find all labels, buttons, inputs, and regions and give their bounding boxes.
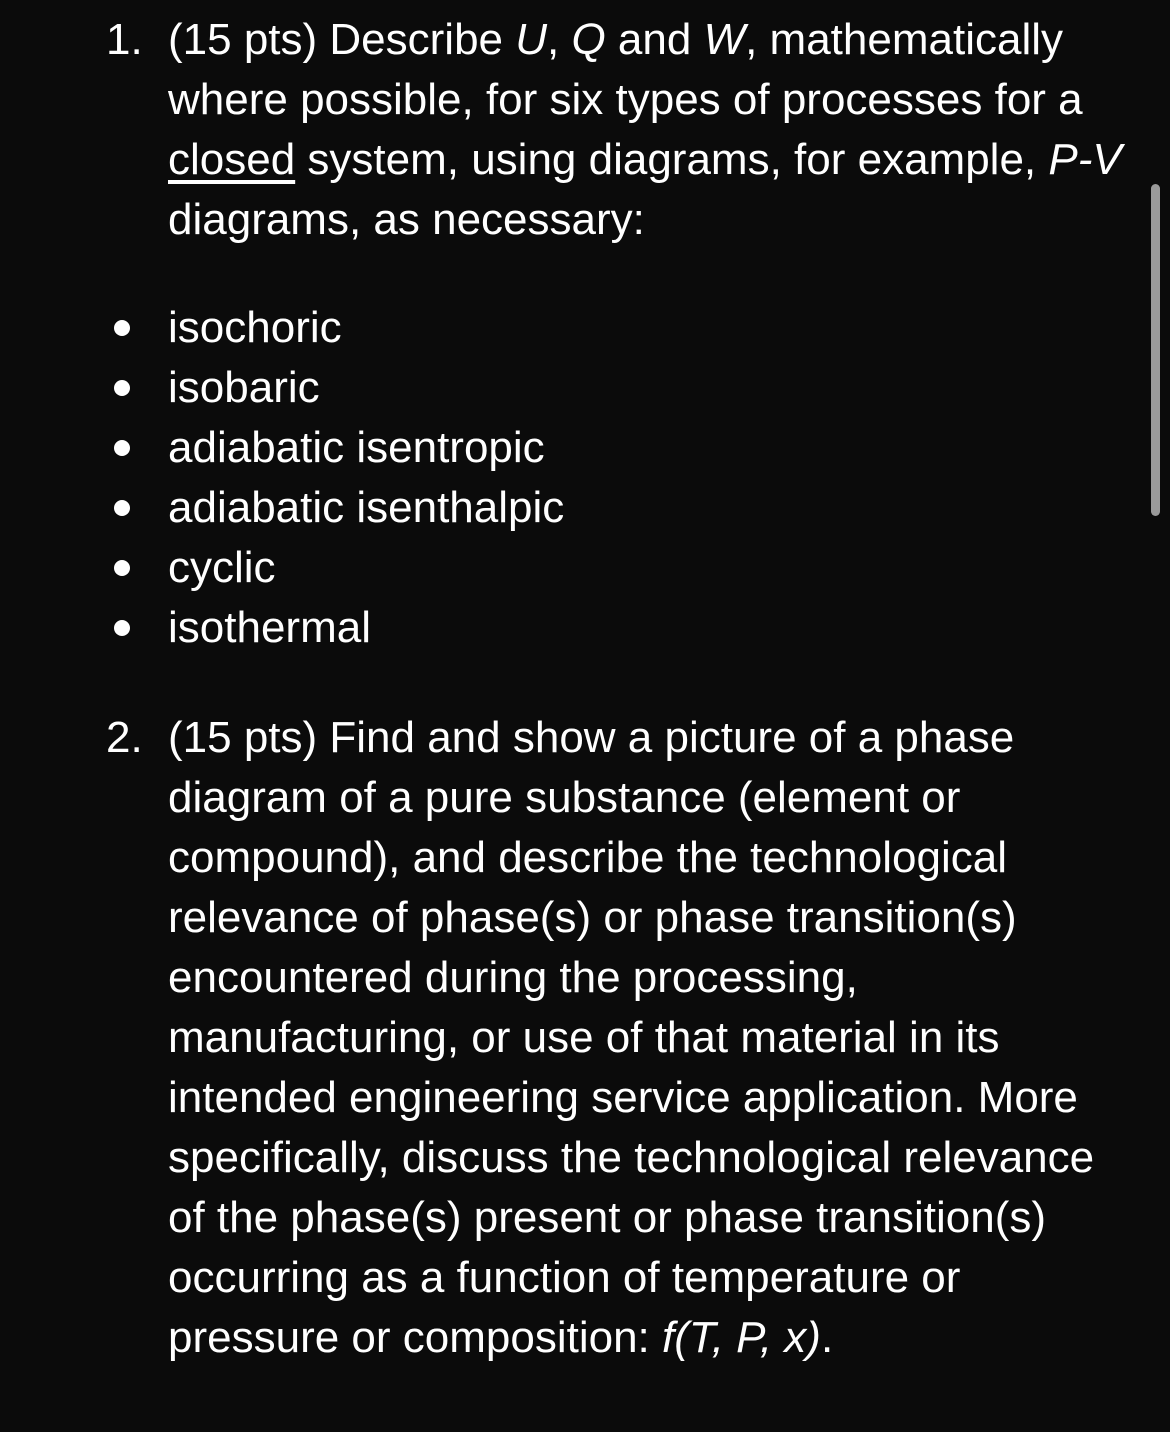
- question-number: 1.: [106, 15, 143, 64]
- bullet-icon: [114, 500, 130, 516]
- question-text: [168, 708, 1128, 1368]
- function-notation: f(T, P, x): [662, 1313, 821, 1362]
- text-span: system, using diagrams, for example,: [295, 135, 1049, 184]
- question-1: [0, 10, 1150, 250]
- scrollbar[interactable]: [1151, 184, 1160, 516]
- document: [0, 10, 1150, 1368]
- bullet-icon: [114, 320, 130, 336]
- list-item-text: adiabatic isentropic: [168, 423, 545, 472]
- question-number: 2.: [106, 713, 143, 762]
- question-text: [168, 10, 1128, 250]
- list-item-text: isobaric: [168, 363, 320, 412]
- text-span: .: [820, 1313, 834, 1362]
- text-span: and: [605, 15, 704, 64]
- var-q: Q: [571, 15, 606, 64]
- text-span: , mathematically where possible, for six types of processes for a: [168, 15, 1083, 124]
- bullet-icon: [114, 620, 130, 636]
- var-pv: P-V: [1048, 135, 1122, 184]
- question-2: [0, 708, 1150, 1368]
- list-item: [0, 478, 1150, 538]
- list-item: [0, 358, 1150, 418]
- text-span: diagrams, as necessary:: [168, 195, 645, 244]
- process-list: [0, 298, 1150, 658]
- underlined-closed: closed: [168, 135, 296, 184]
- list-item: [0, 538, 1150, 598]
- text-span: ,: [547, 15, 572, 64]
- list-item-text: adiabatic isenthalpic: [168, 483, 565, 532]
- list-item: [0, 598, 1150, 658]
- list-item-text: cyclic: [168, 543, 276, 592]
- text-span: (15 pts) Find and show a picture of a phase diagram of a pure substance (element or compound), and describe the technological relevance of phase(s) or phase transition(s) encountered during the processing, manufacturing, or use of that material in its intended engineering service application. More specifically, discuss the technological relevance of the phase(s) present or phase transition(s) occurring as a function of temperature or pressure or composition:: [168, 713, 1095, 1362]
- bullet-icon: [114, 440, 130, 456]
- list-item: [0, 298, 1150, 358]
- var-w: W: [703, 15, 746, 64]
- var-u: U: [515, 15, 548, 64]
- text-span: (15 pts) Describe: [168, 15, 516, 64]
- list-item: [0, 418, 1150, 478]
- list-item-text: isothermal: [168, 603, 371, 652]
- bullet-icon: [114, 380, 130, 396]
- bullet-icon: [114, 560, 130, 576]
- list-item-text: isochoric: [168, 303, 342, 352]
